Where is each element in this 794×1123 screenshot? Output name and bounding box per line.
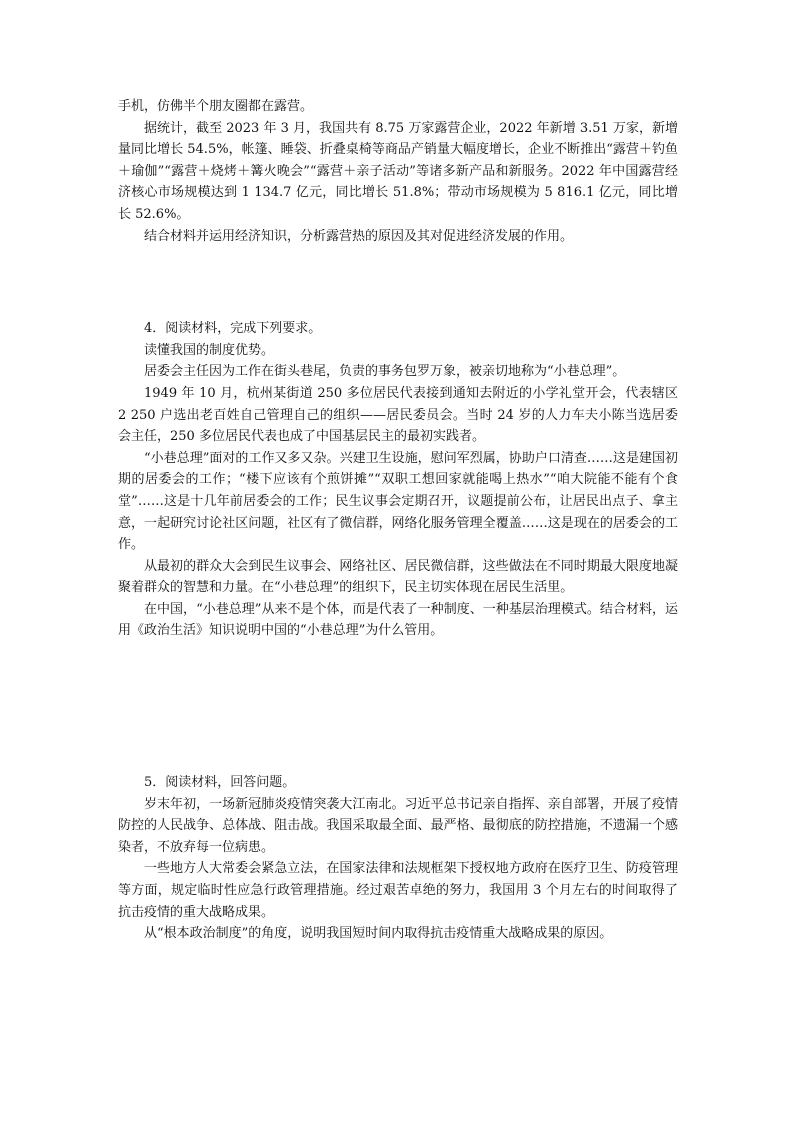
q5-heading: 5．阅读材料，回答问题。 — [144, 775, 296, 791]
question-5 — [118, 772, 678, 945]
q5-paragraph-1: 岁末年初，一场新冠肺炎疫情突袭大江南北。习近平总书记亲自指挥、亲自部署，开展了疫情防控的人民战争、总体战、阻击战。我国采取最全面、最严格、最彻底的防控措施，不遗漏一个感染者，不放弃每一位病患。 — [118, 796, 678, 855]
q3-paragraph-2: 据统计，截至 2023 年 3 月，我国共有 8.75 万家露营企业，2022 年新增 3.51 万家，新增量同比增长 54.5%，帐篷、睡袋、折叠桌椅等商品产销量大幅度增长，企业不断推出“露营＋钓鱼＋瑜伽”“露营＋烧烤＋篝火晚会”“露营＋亲子活动”等诸多新产品和新服务。2022 年中国露营经济核心市场规模达到 1 134.7 亿元，同比增长 51.8%；带动市场规模为 5 816.1 亿元，同比增长 52.6%。 — [118, 120, 678, 222]
answer-space-4 — [118, 642, 678, 772]
q3-paragraph-1: 手机，仿佛半个朋友圈都在露营。 — [118, 99, 314, 114]
q4-paragraph-3: 1949 年 10 月，杭州某街道 250 多位居民代表接到通知去附近的小学礼堂开会，代表辖区 2 250 户选出老百姓自己管理自己的组织——居民委员会。当时 24 岁的人力车夫小陈当选居委会主任，250 多位居民代表也成了中国基层民主的最初实践者。 — [118, 385, 678, 445]
document-content — [118, 96, 678, 945]
q4-paragraph-5: 从最初的群众大会到民生议事会、网络社区、居民微信群，这些做法在不同时期最大限度地凝聚着群众的智慧和力量。在“小巷总理”的组织下，民主切实体现在居民生活里。 — [118, 558, 678, 596]
answer-space-3 — [118, 247, 678, 318]
q5-paragraph-2: 一些地方人大常委会紧急立法，在国家法律和法规框架下授权地方政府在医疗卫生、防疫管理等方面，规定临时性应急行政管理措施。经过艰苦卓绝的努力，我国用 3 个月左右的时间取得了抗击疫情的重大战略成果。 — [118, 861, 678, 920]
q4-paragraph-1: 读懂我国的制度优势。 — [144, 342, 275, 358]
q5-question: 从“根本政治制度”的角度，说明我国短时间内取得抗击疫情重大战略成果的原因。 — [144, 926, 613, 942]
q4-paragraph-2: 居委会主任因为工作在街头巷尾，负责的事务包罗万象，被亲切地称为“小巷总理”。 — [144, 364, 626, 380]
question-3-continuation — [118, 96, 678, 247]
q4-heading: 4．阅读材料，完成下列要求。 — [144, 321, 322, 337]
question-4 — [118, 318, 678, 642]
q4-paragraph-4: “小巷总理”面对的工作又多又杂。兴建卫生设施，慰问军烈属，协助户口清查……这是建国初期的居委会的工作；“楼下应该有个煎饼摊”“双职工想回家就能喝上热水”“咱大院能不能有个食堂”……这是十几年前居委会的工作；民生议事会定期召开，议题提前公布，让居民出点子、拿主意，一起研究讨论社区问题，社区有了微信群，网络化服务管理全覆盖……这是现在的居委会的工作。 — [118, 450, 678, 553]
q4-question: 在中国，“小巷总理”从来不是个体，而是代表了一种制度、一种基层治理模式。结合材料，运用《政治生活》知识说明中国的“小巷总理”为什么管用。 — [118, 601, 678, 639]
q3-question: 结合材料并运用经济知识，分析露营热的原因及其对促进经济发展的作用。 — [144, 228, 574, 244]
